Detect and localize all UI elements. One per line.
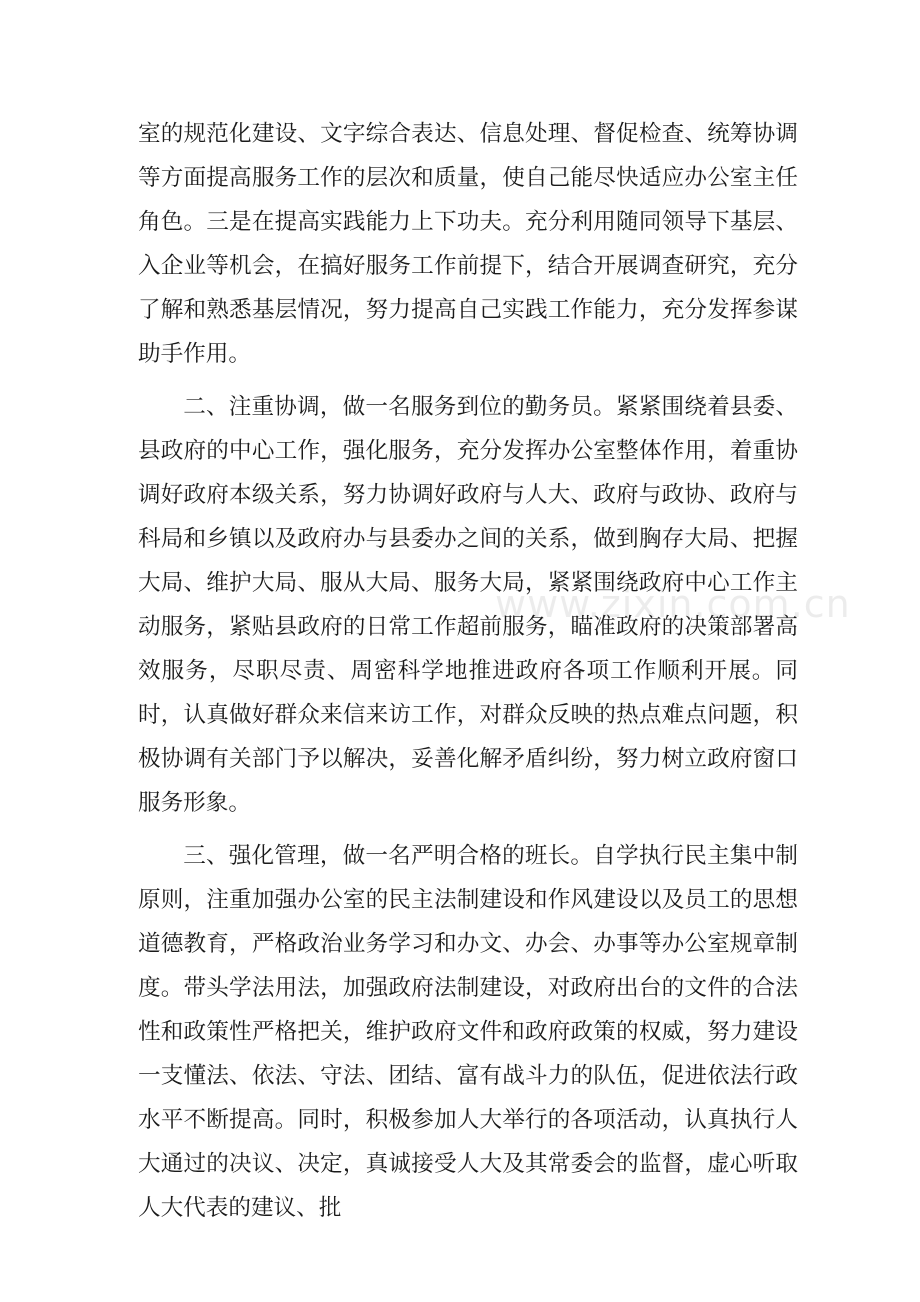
paragraph-1: 室的规范化建设、文字综合表达、信息处理、督促检查、统筹协调等方面提高服务工作的层次和质量，使自己能尽快适应办公室主任角色。三是在提高实践能力上下功夫。充分利用随同领导下基层、入企业等机会，在搞好服务工作前提下，结合开展调查研究，充分了解和熟悉基层情况，努力提高自己实践工作能力，充分发挥参谋助手作用。 [138, 121, 798, 368]
paragraph-2: 二、注重协调，做一名服务到位的勤务员。紧紧围绕着县委、县政府的中心工作，强化服务，充分发挥办公室整体作用，着重协调好政府本级关系，努力协调好政府与人大、政府与政协、政府与科局和乡镇以及政府办与县委办之间的关系，做到胸存大局、把握大局、维护大局、服从大局、服务大局，紧紧围绕政府中心工作主动服务，紧贴县政府的日常工作超前服务，瞄准政府的决策部署高效服务，尽职尽责、周密科学地推进政府各项工作顺利开展。同时，认真做好群众来信来访工作，对群众反映的热点难点问题，积极协调有关部门予以解决，妥善化解矛盾纠纷，努力树立政府窗口服务形象。 [138, 393, 798, 817]
document-body [138, 112, 798, 1238]
watermark-text: www.zixin.com.cn [495, 582, 851, 626]
paragraph-3: 三、强化管理，做一名严明合格的班长。自学执行民主集中制原则，注重加强办公室的民主法制建设和作风建设以及员工的思想道德教育，严格政治业务学习和办文、办会、办事等办公室规章制度。带头学法用法，加强政府法制建设，对政府出台的文件的合法性和政策性严格把关，维护政府文件和政府政策的权威，努力建设一支懂法、依法、守法、团结、富有战斗力的队伍，促进依法行政水平不断提高。同时，积极参加人大举行的各项活动，认真执行人大通过的决议、决定，真诚接受人大及其常委会的监督，虚心听取人大代表的建议、批 [138, 842, 798, 1222]
